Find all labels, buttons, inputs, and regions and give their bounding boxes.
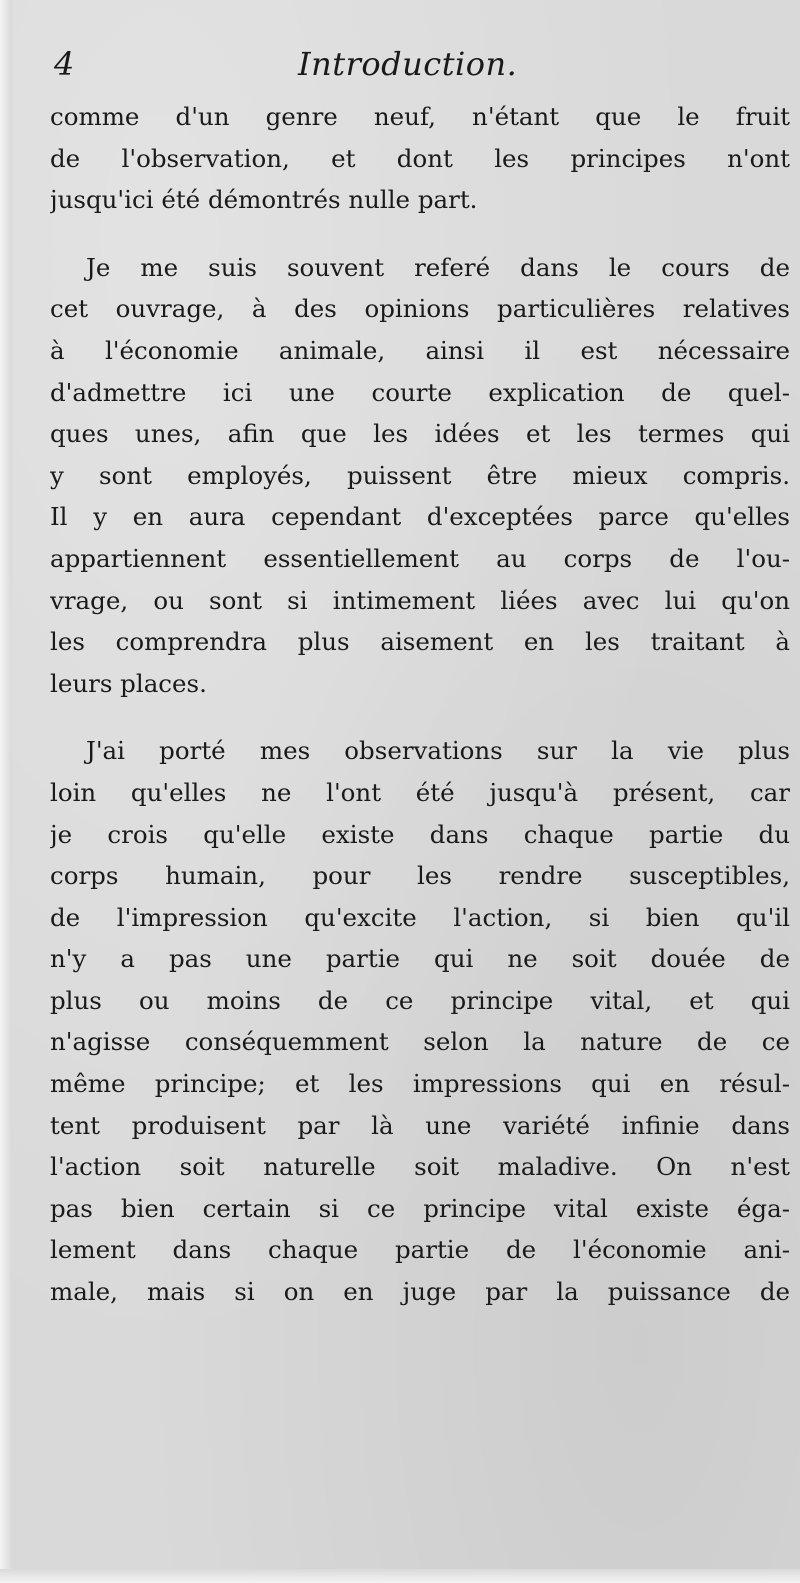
text-line: loin qu'elles ne l'ont été jusqu'à présent, car [50, 777, 790, 807]
text-line: ques unes, afin que les idées et les termes qui [50, 419, 790, 449]
text-line: Je me suis souvent referé dans le cours de [86, 252, 790, 282]
running-head: Introduction. [298, 45, 518, 83]
text-line: cet ouvrage, à des opinions particulières relatives [50, 294, 790, 324]
text-line: appartiennent essentiellement au corps de l'ou- [50, 543, 790, 573]
text-line: male, mais si on en juge par la puissance de [50, 1277, 790, 1307]
text-line: vrage, ou sont si intimement liées avec lui qu'on [50, 585, 790, 615]
text-line: les comprendra plus aisement en les traitant à [50, 627, 790, 657]
text-line: je crois qu'elle existe dans chaque partie du [50, 819, 790, 849]
paragraph-1 [50, 96, 790, 221]
text-line: l'action soit naturelle soit maladive. On n'est [50, 1152, 790, 1182]
text-line: n'agisse conséquemment selon la nature de ce [50, 1027, 790, 1057]
page-edge-left [0, 0, 12, 1583]
text-line: n'y a pas une partie qui ne soit douée de [50, 944, 790, 974]
text-line: plus ou moins de ce principe vital, et qui [50, 985, 790, 1015]
text-line: même principe; et les impressions qui en résul- [50, 1069, 790, 1099]
text-line: de l'impression qu'excite l'action, si bien qu'il [50, 902, 790, 932]
text-line: leurs places. [50, 668, 207, 698]
page-edge-bottom [0, 1569, 800, 1583]
paragraph-3 [50, 730, 790, 1312]
text-line: de l'observation, et dont les principes n'ont [50, 143, 790, 173]
text-line: à l'économie animale, ainsi il est nécessaire [50, 335, 790, 365]
body-text [50, 96, 790, 1313]
text-line: d'admettre ici une courte explication de quel- [50, 377, 790, 407]
page-header [50, 45, 790, 95]
text-line: J'ai porté mes observations sur la vie plus [86, 736, 790, 766]
text-line: corps humain, pour les rendre susceptibles, [50, 861, 790, 891]
text-line: Il y en aura cependant d'exceptées parce qu'elles [50, 502, 790, 532]
text-line: tent produisent par là une variété infinie dans [50, 1110, 790, 1140]
text-line: pas bien certain si ce principe vital existe éga- [50, 1193, 790, 1223]
text-line: jusqu'ici été démontrés nulle part. [50, 185, 478, 215]
text-line: y sont employés, puissent être mieux compris. [50, 460, 790, 490]
page-number: 4 [54, 45, 75, 83]
paragraph-2 [50, 247, 790, 705]
text-line: lement dans chaque partie de l'économie ani- [50, 1235, 790, 1265]
text-line: comme d'un genre neuf, n'étant que le fruit [50, 102, 790, 131]
